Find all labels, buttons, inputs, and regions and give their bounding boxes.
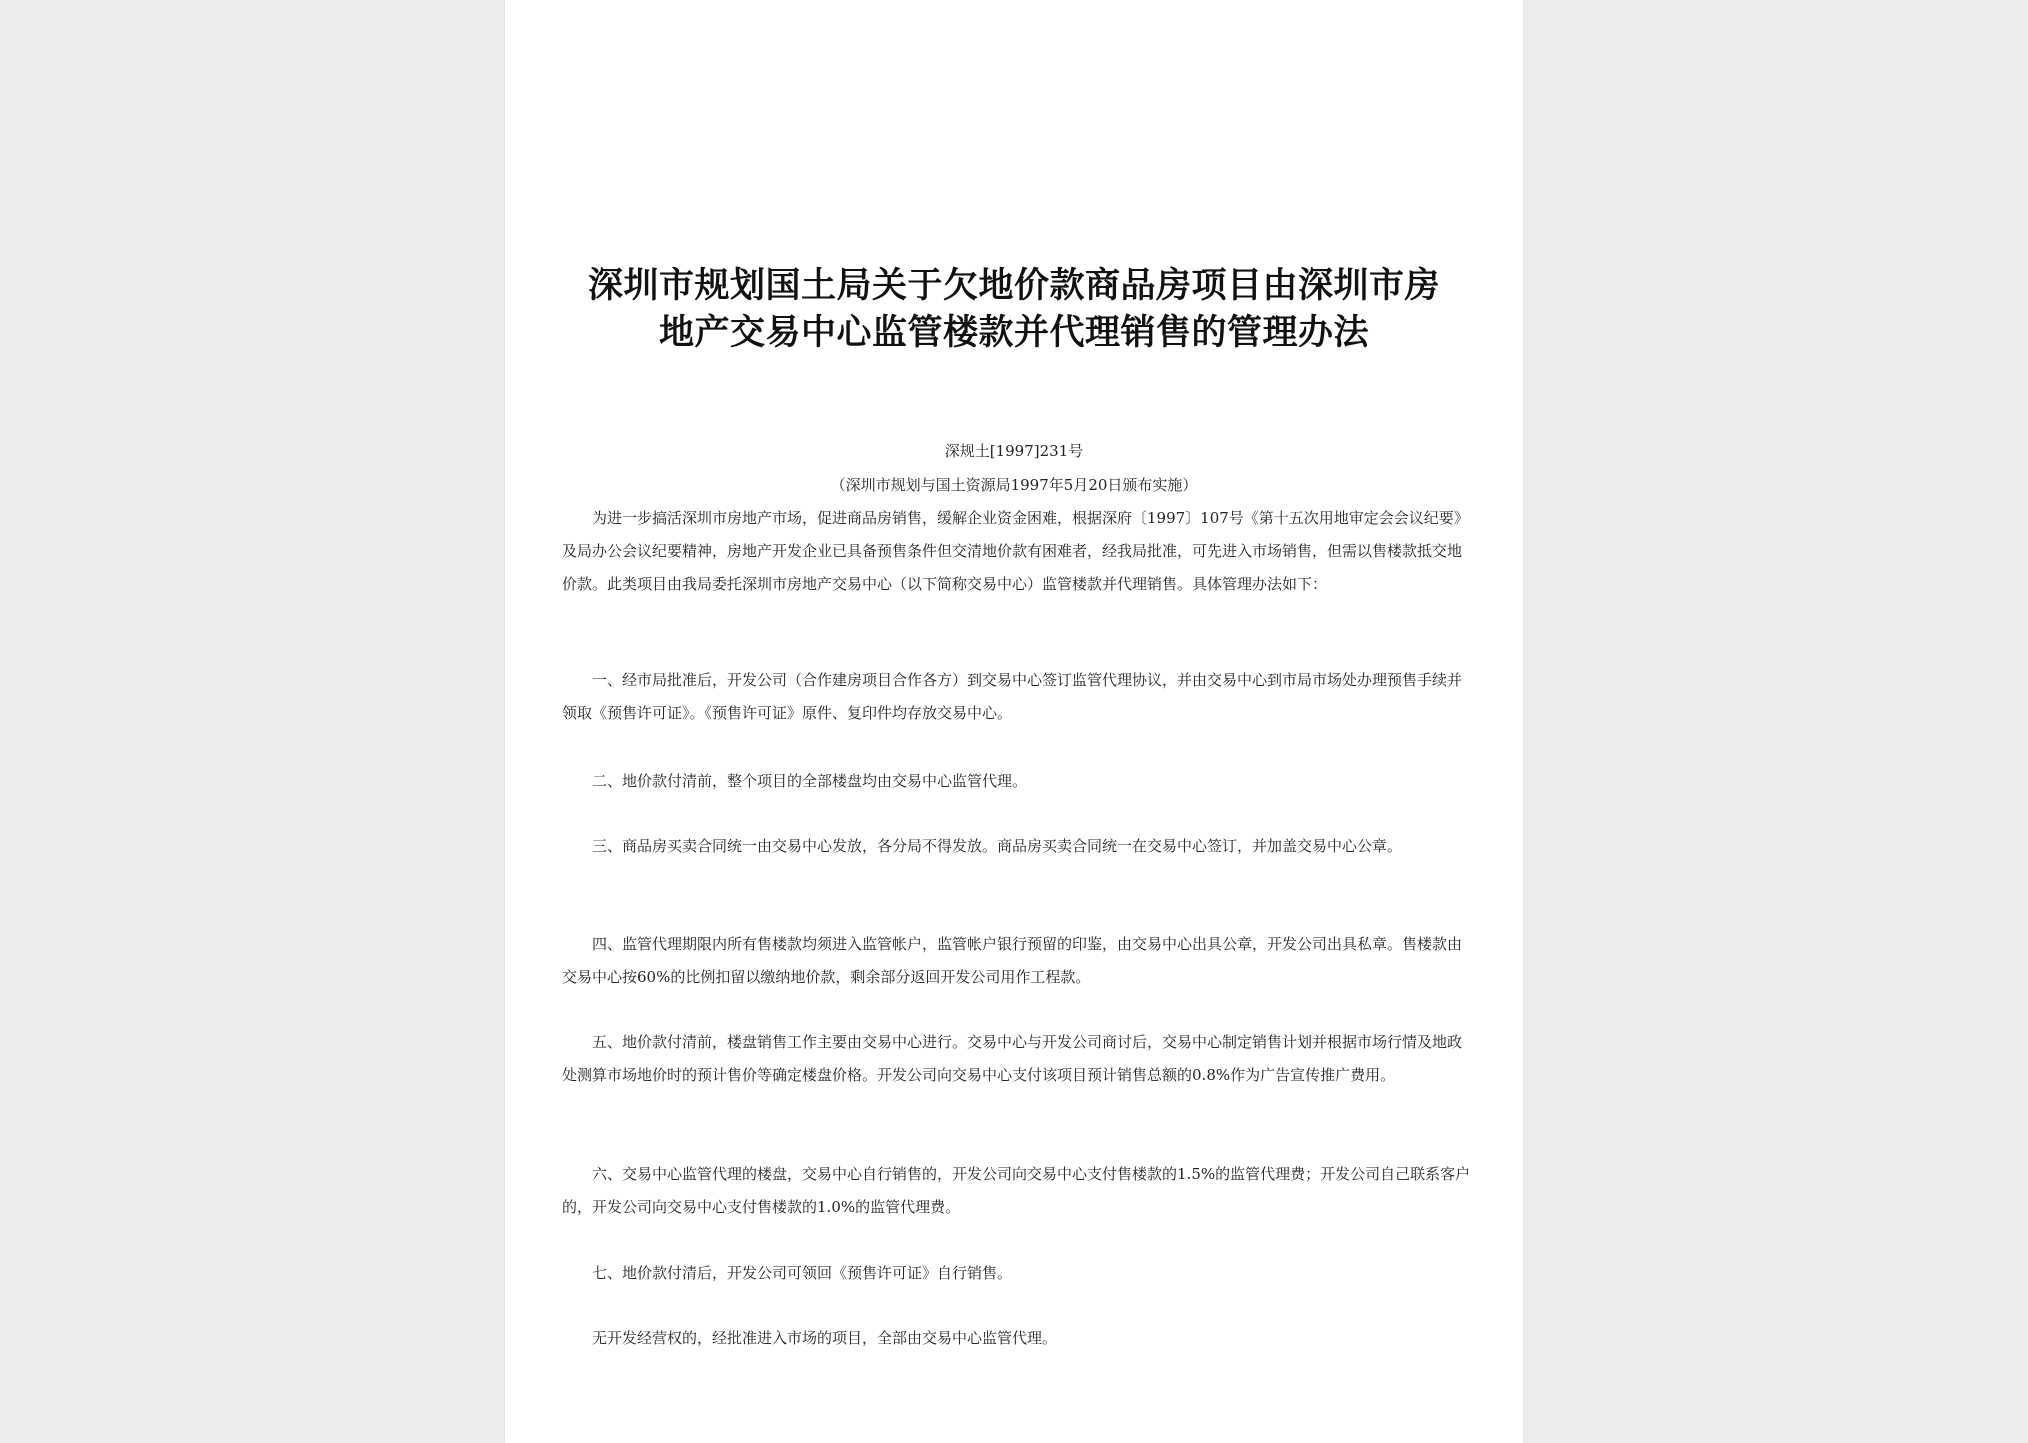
clause-7-paragraph: 七、地价款付清后，开发公司可领回《预售许可证》自行销售。 [592,1264,1013,1282]
document-title [565,262,1463,356]
closing-paragraph: 无开发经营权的，经批准进入市场的项目，全部由交易中心监管代理。 [592,1329,1058,1347]
clause-6-paragraph: 六、交易中心监管代理的楼盘，交易中心自行销售的，开发公司向交易中心支付售楼款的1.5%的监管代理费；开发公司自己联系客户的，开发公司向交易中心支付售楼款的1.0%的监管代理费。 [562,1165,1471,1216]
issuer-line: （深圳市规划与国土资源局1997年5月20日颁布实施） [830,476,1198,494]
clause-5-paragraph: 五、地价款付清前，楼盘销售工作主要由交易中心进行。交易中心与开发公司商讨后，交易中心制定销售计划并根据市场行情及地政处测算市场地价时的预计售价等确定楼盘价格。开发公司向交易中心支付该项目预计销售总额的0.8%作为广告宣传推广费用。 [562,1033,1463,1084]
clause-2-paragraph: 二、地价款付清前，整个项目的全部楼盘均由交易中心监管代理。 [592,772,1028,790]
title-line-2: 地产交易中心监管楼款并代理销售的管理办法 [658,312,1369,353]
clause-3-paragraph: 三、商品房买卖合同统一由交易中心发放，各分局不得发放。商品房买卖合同统一在交易中心签订，并加盖交易中心公章。 [592,837,1403,855]
document-number: 深规土[1997]231号 [944,442,1084,460]
intro-paragraph: 为进一步搞活深圳市房地产市场，促进商品房销售，缓解企业资金困难，根据深府〔1997〕107号《第十五次用地审定会会议纪要》及局办公会议纪要精神，房地产开发企业已具备预售条件但交清地价款有困难者，经我局批准，可先进入市场销售，但需以售楼款抵交地价款。此类项目由我局委托深圳市房地产交易中心（以下简称交易中心）监管楼款并代理销售。具体管理办法如下： [562,509,1469,593]
clause-1-paragraph: 一、经市局批准后，开发公司（合作建房项目合作各方）到交易中心签订监管代理协议，并由交易中心到市局市场处办理预售手续并领取《预售许可证》。《预售许可证》原件、复印件均存放交易中心。 [562,671,1463,722]
document-page [505,0,1523,1443]
clause-4-paragraph: 四、监管代理期限内所有售楼款均须进入监管帐户，监管帐户银行预留的印鉴，由交易中心出具公章，开发公司出具私章。售楼款由交易中心按60%的比例扣留以缴纳地价款，剩余部分返回开发公司用作工程款。 [562,935,1463,986]
title-line-1: 深圳市规划国土局关于欠地价款商品房项目由深圳市房 [587,265,1440,306]
